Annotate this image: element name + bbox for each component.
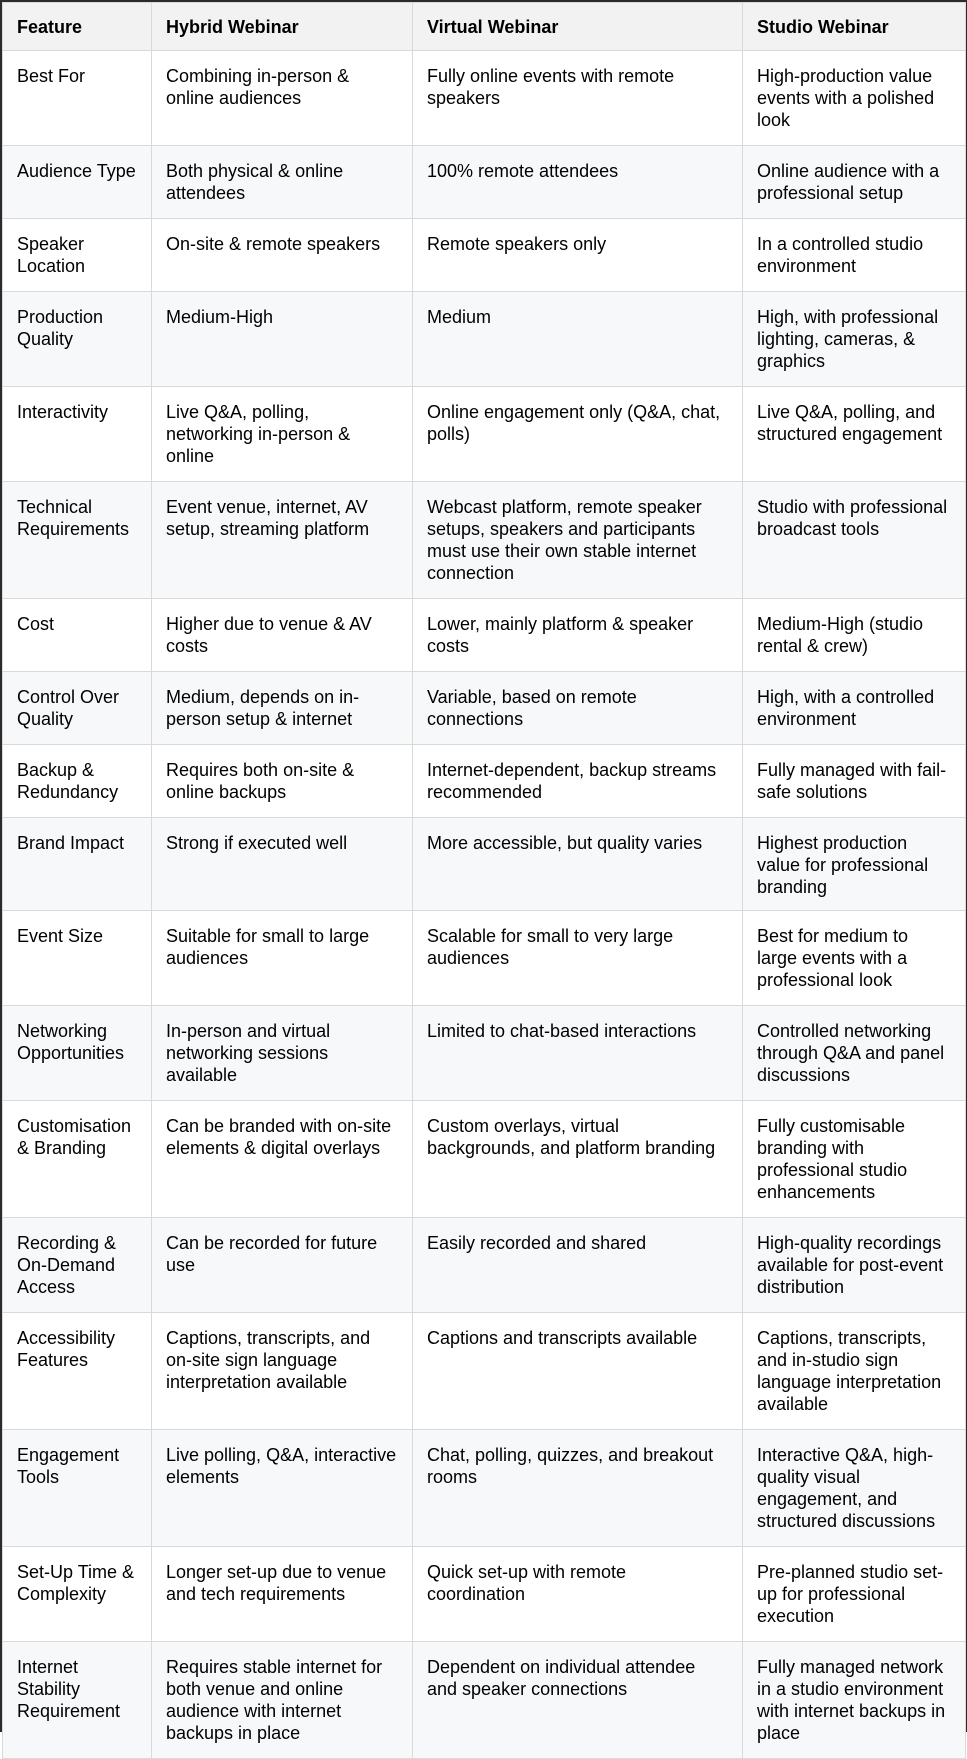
feature-cell: Recording & On-Demand Access	[3, 1218, 152, 1313]
hybrid-cell: Captions, transcripts, and on-site sign language interpretation available	[152, 1313, 413, 1430]
table-row	[3, 1642, 966, 1759]
virtual-cell: More accessible, but quality varies	[413, 818, 743, 911]
feature-cell: Speaker Location	[3, 219, 152, 292]
header-feature: Feature	[3, 3, 152, 51]
hybrid-cell: Combining in-person & online audiences	[152, 51, 413, 146]
virtual-cell: Medium	[413, 292, 743, 387]
hybrid-cell: Medium, depends on in-person setup & internet	[152, 672, 413, 745]
virtual-cell: Webcast platform, remote speaker setups, speakers and participants must use their own stable internet connection	[413, 482, 743, 599]
studio-cell: Fully customisable branding with professional studio enhancements	[743, 1101, 966, 1218]
table-row	[3, 672, 966, 745]
feature-cell: Cost	[3, 599, 152, 672]
hybrid-cell: Can be branded with on-site elements & digital overlays	[152, 1101, 413, 1218]
header-virtual-webinar: Virtual Webinar	[413, 3, 743, 51]
header-hybrid-webinar: Hybrid Webinar	[152, 3, 413, 51]
table-row	[3, 1430, 966, 1547]
table-row	[3, 911, 966, 1006]
feature-cell: Brand Impact	[3, 818, 152, 911]
virtual-cell: Dependent on individual attendee and speaker connections	[413, 1642, 743, 1759]
hybrid-cell: Suitable for small to large audiences	[152, 911, 413, 1006]
feature-cell: Backup & Redundancy	[3, 745, 152, 818]
studio-cell: Fully managed network in a studio environment with internet backups in place	[743, 1642, 966, 1759]
hybrid-cell: In-person and virtual networking sessions available	[152, 1006, 413, 1101]
table-row	[3, 1547, 966, 1642]
feature-cell: Event Size	[3, 911, 152, 1006]
table-row	[3, 146, 966, 219]
webinar-comparison-table	[2, 2, 966, 1759]
studio-cell: Medium-High (studio rental & crew)	[743, 599, 966, 672]
virtual-cell: Scalable for small to very large audiences	[413, 911, 743, 1006]
virtual-cell: Online engagement only (Q&A, chat, polls)	[413, 387, 743, 482]
studio-cell: Best for medium to large events with a professional look	[743, 911, 966, 1006]
table-header-row	[3, 3, 966, 51]
table-row	[3, 1101, 966, 1218]
studio-cell: Highest production value for professional branding	[743, 818, 966, 911]
studio-cell: Interactive Q&A, high-quality visual engagement, and structured discussions	[743, 1430, 966, 1547]
studio-cell: Controlled networking through Q&A and panel discussions	[743, 1006, 966, 1101]
virtual-cell: Lower, mainly platform & speaker costs	[413, 599, 743, 672]
hybrid-cell: Higher due to venue & AV costs	[152, 599, 413, 672]
table-row	[3, 1218, 966, 1313]
studio-cell: Online audience with a professional setup	[743, 146, 966, 219]
studio-cell: High-production value events with a polished look	[743, 51, 966, 146]
hybrid-cell: Live polling, Q&A, interactive elements	[152, 1430, 413, 1547]
studio-cell: High-quality recordings available for post-event distribution	[743, 1218, 966, 1313]
virtual-cell: Variable, based on remote connections	[413, 672, 743, 745]
feature-cell: Audience Type	[3, 146, 152, 219]
virtual-cell: Easily recorded and shared	[413, 1218, 743, 1313]
studio-cell: Pre-planned studio set-up for professional execution	[743, 1547, 966, 1642]
table-row	[3, 387, 966, 482]
virtual-cell: Captions and transcripts available	[413, 1313, 743, 1430]
virtual-cell: Custom overlays, virtual backgrounds, and platform branding	[413, 1101, 743, 1218]
studio-cell: Fully managed with fail-safe solutions	[743, 745, 966, 818]
feature-cell: Technical Requirements	[3, 482, 152, 599]
hybrid-cell: On-site & remote speakers	[152, 219, 413, 292]
table-row	[3, 599, 966, 672]
virtual-cell: Internet-dependent, backup streams recommended	[413, 745, 743, 818]
header-studio-webinar: Studio Webinar	[743, 3, 966, 51]
table-row	[3, 482, 966, 599]
hybrid-cell: Requires both on-site & online backups	[152, 745, 413, 818]
virtual-cell: 100% remote attendees	[413, 146, 743, 219]
feature-cell: Production Quality	[3, 292, 152, 387]
hybrid-cell: Both physical & online attendees	[152, 146, 413, 219]
feature-cell: Control Over Quality	[3, 672, 152, 745]
feature-cell: Interactivity	[3, 387, 152, 482]
hybrid-cell: Event venue, internet, AV setup, streaming platform	[152, 482, 413, 599]
feature-cell: Best For	[3, 51, 152, 146]
table-row	[3, 1006, 966, 1101]
studio-cell: In a controlled studio environment	[743, 219, 966, 292]
feature-cell: Internet Stability Requirement	[3, 1642, 152, 1759]
table-row	[3, 219, 966, 292]
studio-cell: High, with professional lighting, cameras, & graphics	[743, 292, 966, 387]
hybrid-cell: Can be recorded for future use	[152, 1218, 413, 1313]
table-row	[3, 1313, 966, 1430]
table-row	[3, 292, 966, 387]
virtual-cell: Fully online events with remote speakers	[413, 51, 743, 146]
feature-cell: Accessibility Features	[3, 1313, 152, 1430]
studio-cell: Studio with professional broadcast tools	[743, 482, 966, 599]
feature-cell: Engagement Tools	[3, 1430, 152, 1547]
hybrid-cell: Strong if executed well	[152, 818, 413, 911]
virtual-cell: Quick set-up with remote coordination	[413, 1547, 743, 1642]
feature-cell: Set-Up Time & Complexity	[3, 1547, 152, 1642]
virtual-cell: Remote speakers only	[413, 219, 743, 292]
table-row	[3, 51, 966, 146]
table-row	[3, 818, 966, 911]
hybrid-cell: Requires stable internet for both venue and online audience with internet backups in place	[152, 1642, 413, 1759]
studio-cell: High, with a controlled environment	[743, 672, 966, 745]
hybrid-cell: Longer set-up due to venue and tech requirements	[152, 1547, 413, 1642]
studio-cell: Live Q&A, polling, and structured engagement	[743, 387, 966, 482]
feature-cell: Networking Opportunities	[3, 1006, 152, 1101]
virtual-cell: Limited to chat-based interactions	[413, 1006, 743, 1101]
studio-cell: Captions, transcripts, and in-studio sign language interpretation available	[743, 1313, 966, 1430]
table-row	[3, 745, 966, 818]
feature-cell: Customisation & Branding	[3, 1101, 152, 1218]
hybrid-cell: Medium-High	[152, 292, 413, 387]
hybrid-cell: Live Q&A, polling, networking in-person & online	[152, 387, 413, 482]
virtual-cell: Chat, polling, quizzes, and breakout rooms	[413, 1430, 743, 1547]
